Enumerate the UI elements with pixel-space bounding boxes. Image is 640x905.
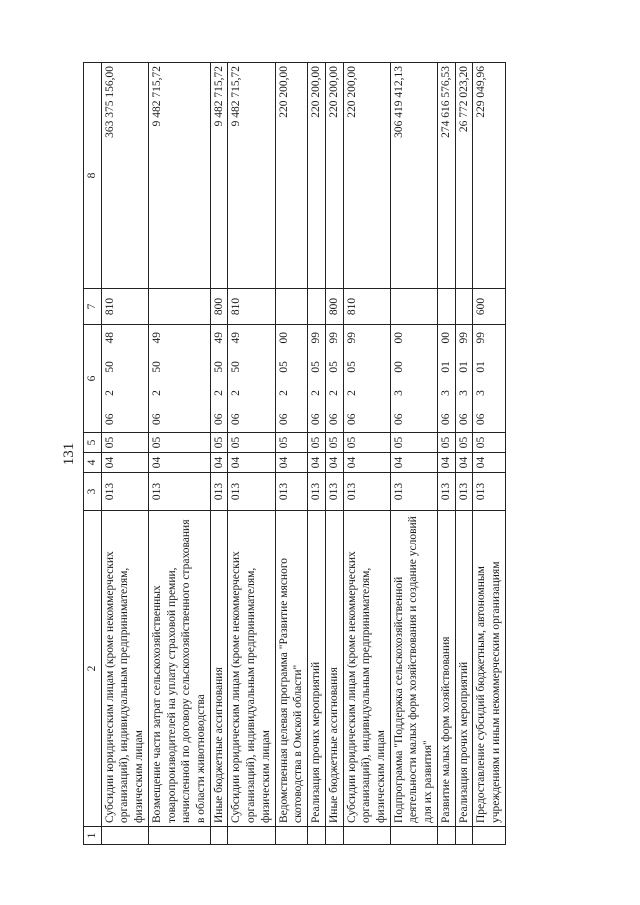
expense-type-cell: 800 [210, 289, 228, 325]
table-row [455, 63, 473, 845]
subsection-code-cell: 05 [473, 433, 505, 453]
admin-code-cell: 013 [437, 473, 455, 511]
target-article-part: 2 [103, 390, 116, 396]
target-article-part: 48 [103, 332, 116, 344]
target-article-cell [101, 325, 148, 433]
header-row [84, 63, 102, 845]
row-index-cell [343, 827, 390, 845]
row-index-cell [390, 827, 437, 845]
table-row [343, 63, 390, 845]
row-index-cell [308, 827, 326, 845]
amount-cell: 220 200,00 [343, 63, 390, 289]
target-article-part: 06 [150, 413, 163, 425]
section-code-cell: 04 [473, 453, 505, 473]
admin-code-cell: 013 [473, 473, 505, 511]
row-name-cell: Реализация прочих мероприятий [455, 511, 473, 827]
subsection-code-cell: 05 [390, 433, 437, 453]
admin-code-cell: 013 [308, 473, 326, 511]
table-row [228, 63, 275, 845]
target-article-part: 05 [327, 361, 340, 373]
expense-type-cell [437, 289, 455, 325]
row-index-cell [148, 827, 210, 845]
col-header-3: 3 [84, 473, 102, 511]
target-article-part: 99 [310, 332, 323, 344]
target-article-part: 06 [310, 413, 323, 425]
row-name-cell: Ведомственная целевая программа "Развитие мясного скотоводства в Омской области" [275, 511, 307, 827]
expense-type-cell [275, 289, 307, 325]
row-index-cell [228, 827, 275, 845]
target-article-part: 2 [230, 390, 243, 396]
target-article-part: 01 [475, 361, 488, 373]
target-article-part: 00 [439, 332, 452, 344]
subsection-code-cell: 05 [437, 433, 455, 453]
target-article-part: 06 [392, 413, 405, 425]
section-code-cell: 04 [390, 453, 437, 473]
admin-code-cell: 013 [148, 473, 210, 511]
amount-cell: 274 616 576,53 [437, 63, 455, 289]
target-article-part: 01 [439, 361, 452, 373]
target-article-part: 00 [277, 332, 290, 344]
target-article-part: 05 [310, 361, 323, 373]
subsection-code-cell: 05 [148, 433, 210, 453]
table-row [275, 63, 307, 845]
subsection-code-cell: 05 [228, 433, 275, 453]
row-name-cell: Субсидии юридическим лицам (кроме некоммерческих организаций), индивидуальным предпринимателям, физическим лицам [101, 511, 148, 827]
amount-cell: 9 482 715,72 [228, 63, 275, 289]
admin-code-cell: 013 [455, 473, 473, 511]
page-number: 131 [61, 442, 77, 466]
target-article-part: 00 [392, 361, 405, 373]
target-article-part: 3 [392, 390, 405, 396]
target-article-part: 2 [310, 390, 323, 396]
admin-code-cell: 013 [343, 473, 390, 511]
amount-cell: 220 200,00 [308, 63, 326, 289]
target-article-part: 06 [475, 413, 488, 425]
subsection-code-cell: 05 [455, 433, 473, 453]
row-index-cell [210, 827, 228, 845]
row-index-cell [455, 827, 473, 845]
target-article-part: 49 [230, 332, 243, 344]
row-name-cell: Иные бюджетные ассигнования [325, 511, 343, 827]
table-row [325, 63, 343, 845]
target-article-part: 06 [230, 413, 243, 425]
col-header-4: 4 [84, 453, 102, 473]
amount-cell: 26 772 023,20 [455, 63, 473, 289]
subsection-code-cell: 05 [343, 433, 390, 453]
target-article-part: 06 [457, 413, 470, 425]
table-body [101, 63, 505, 845]
target-article-part: 99 [475, 332, 488, 344]
budget-table [83, 62, 506, 845]
target-article-part: 2 [212, 390, 225, 396]
target-article-part: 01 [457, 361, 470, 373]
row-name-cell: Возмещение части затрат сельскохозяйственных товаропроизводителей на уплату страховой премии, начисленной по договору сельскохозяйственного страхования в области животноводства [148, 511, 210, 827]
target-article-cell [275, 325, 307, 433]
target-article-part: 06 [103, 413, 116, 425]
target-article-part: 50 [212, 361, 225, 373]
section-code-cell: 04 [101, 453, 148, 473]
subsection-code-cell: 05 [325, 433, 343, 453]
table-row [148, 63, 210, 845]
amount-cell: 229 049,96 [473, 63, 505, 289]
target-article-cell [228, 325, 275, 433]
amount-cell: 220 200,00 [325, 63, 343, 289]
target-article-part: 2 [277, 390, 290, 396]
target-article-cell [148, 325, 210, 433]
target-article-cell [325, 325, 343, 433]
table-row [437, 63, 455, 845]
rotated-page [59, 63, 579, 845]
target-article-cell [455, 325, 473, 433]
target-article-part: 50 [103, 361, 116, 373]
expense-type-cell: 810 [228, 289, 275, 325]
amount-cell: 9 482 715,72 [148, 63, 210, 289]
target-article-part: 2 [345, 390, 358, 396]
section-code-cell: 04 [148, 453, 210, 473]
row-name-cell: Предоставление субсидий бюджетным, автономным учреждениям и иным некоммерческим организациям [473, 511, 505, 827]
target-article-part: 99 [345, 332, 358, 344]
row-index-cell [325, 827, 343, 845]
admin-code-cell: 013 [325, 473, 343, 511]
subsection-code-cell: 05 [210, 433, 228, 453]
admin-code-cell: 013 [275, 473, 307, 511]
subsection-code-cell: 05 [275, 433, 307, 453]
admin-code-cell: 013 [101, 473, 148, 511]
section-code-cell: 04 [455, 453, 473, 473]
row-name-cell: Субсидии юридическим лицам (кроме некоммерческих организаций), индивидуальным предпринимателям, физическим лицам [228, 511, 275, 827]
amount-cell: 220 200,00 [275, 63, 307, 289]
target-article-cell [343, 325, 390, 433]
target-article-part: 49 [150, 332, 163, 344]
expense-type-cell: 600 [473, 289, 505, 325]
section-code-cell: 04 [228, 453, 275, 473]
target-article-part: 06 [327, 413, 340, 425]
amount-cell: 9 482 715,72 [210, 63, 228, 289]
target-article-part: 50 [230, 361, 243, 373]
target-article-part: 06 [345, 413, 358, 425]
target-article-part: 06 [277, 413, 290, 425]
col-header-7: 7 [84, 289, 102, 325]
col-header-1: 1 [84, 827, 102, 845]
target-article-cell [473, 325, 505, 433]
amount-cell: 363 375 156,00 [101, 63, 148, 289]
target-article-part: 00 [392, 332, 405, 344]
expense-type-cell [148, 289, 210, 325]
expense-type-cell: 810 [101, 289, 148, 325]
amount-cell: 306 419 412,13 [390, 63, 437, 289]
target-article-part: 99 [327, 332, 340, 344]
target-article-part: 06 [439, 413, 452, 425]
table-row [390, 63, 437, 845]
target-article-part: 3 [475, 390, 488, 396]
target-article-part: 3 [457, 390, 470, 396]
row-index-cell [437, 827, 455, 845]
target-article-part: 50 [150, 361, 163, 373]
target-article-part: 49 [212, 332, 225, 344]
section-code-cell: 04 [275, 453, 307, 473]
target-article-cell [210, 325, 228, 433]
target-article-part: 99 [457, 332, 470, 344]
admin-code-cell: 013 [390, 473, 437, 511]
subsection-code-cell: 05 [308, 433, 326, 453]
target-article-part: 3 [439, 390, 452, 396]
target-article-cell [390, 325, 437, 433]
row-name-cell: Развитие малых форм хозяйствования [437, 511, 455, 827]
target-article-part: 2 [150, 390, 163, 396]
row-name-cell: Реализация прочих мероприятий [308, 511, 326, 827]
expense-type-cell [455, 289, 473, 325]
target-article-part: 06 [212, 413, 225, 425]
target-article-part: 2 [327, 390, 340, 396]
row-index-cell [275, 827, 307, 845]
section-code-cell: 04 [325, 453, 343, 473]
table-row [101, 63, 148, 845]
section-code-cell: 04 [437, 453, 455, 473]
target-article-part: 05 [345, 361, 358, 373]
row-name-cell: Субсидии юридическим лицам (кроме некоммерческих организаций), индивидуальным предпринимателям, физическим лицам [343, 511, 390, 827]
col-header-8: 8 [84, 63, 102, 289]
subsection-code-cell: 05 [101, 433, 148, 453]
table-row [308, 63, 326, 845]
row-name-cell: Подпрограмма "Поддержка сельскохозяйственной деятельности малых форм хозяйствования и создание условий для их развития" [390, 511, 437, 827]
admin-code-cell: 013 [210, 473, 228, 511]
admin-code-cell: 013 [228, 473, 275, 511]
row-index-cell [101, 827, 148, 845]
table-row [473, 63, 505, 845]
expense-type-cell [390, 289, 437, 325]
target-article-cell [308, 325, 326, 433]
target-article-cell [437, 325, 455, 433]
expense-type-cell: 810 [343, 289, 390, 325]
expense-type-cell [308, 289, 326, 325]
row-index-cell [473, 827, 505, 845]
section-code-cell: 04 [210, 453, 228, 473]
col-header-5: 5 [84, 433, 102, 453]
section-code-cell: 04 [343, 453, 390, 473]
target-article-part: 05 [277, 361, 290, 373]
table-row [210, 63, 228, 845]
row-name-cell: Иные бюджетные ассигнования [210, 511, 228, 827]
expense-type-cell: 800 [325, 289, 343, 325]
col-header-6: 6 [84, 325, 102, 433]
section-code-cell: 04 [308, 453, 326, 473]
col-header-2: 2 [84, 511, 102, 827]
